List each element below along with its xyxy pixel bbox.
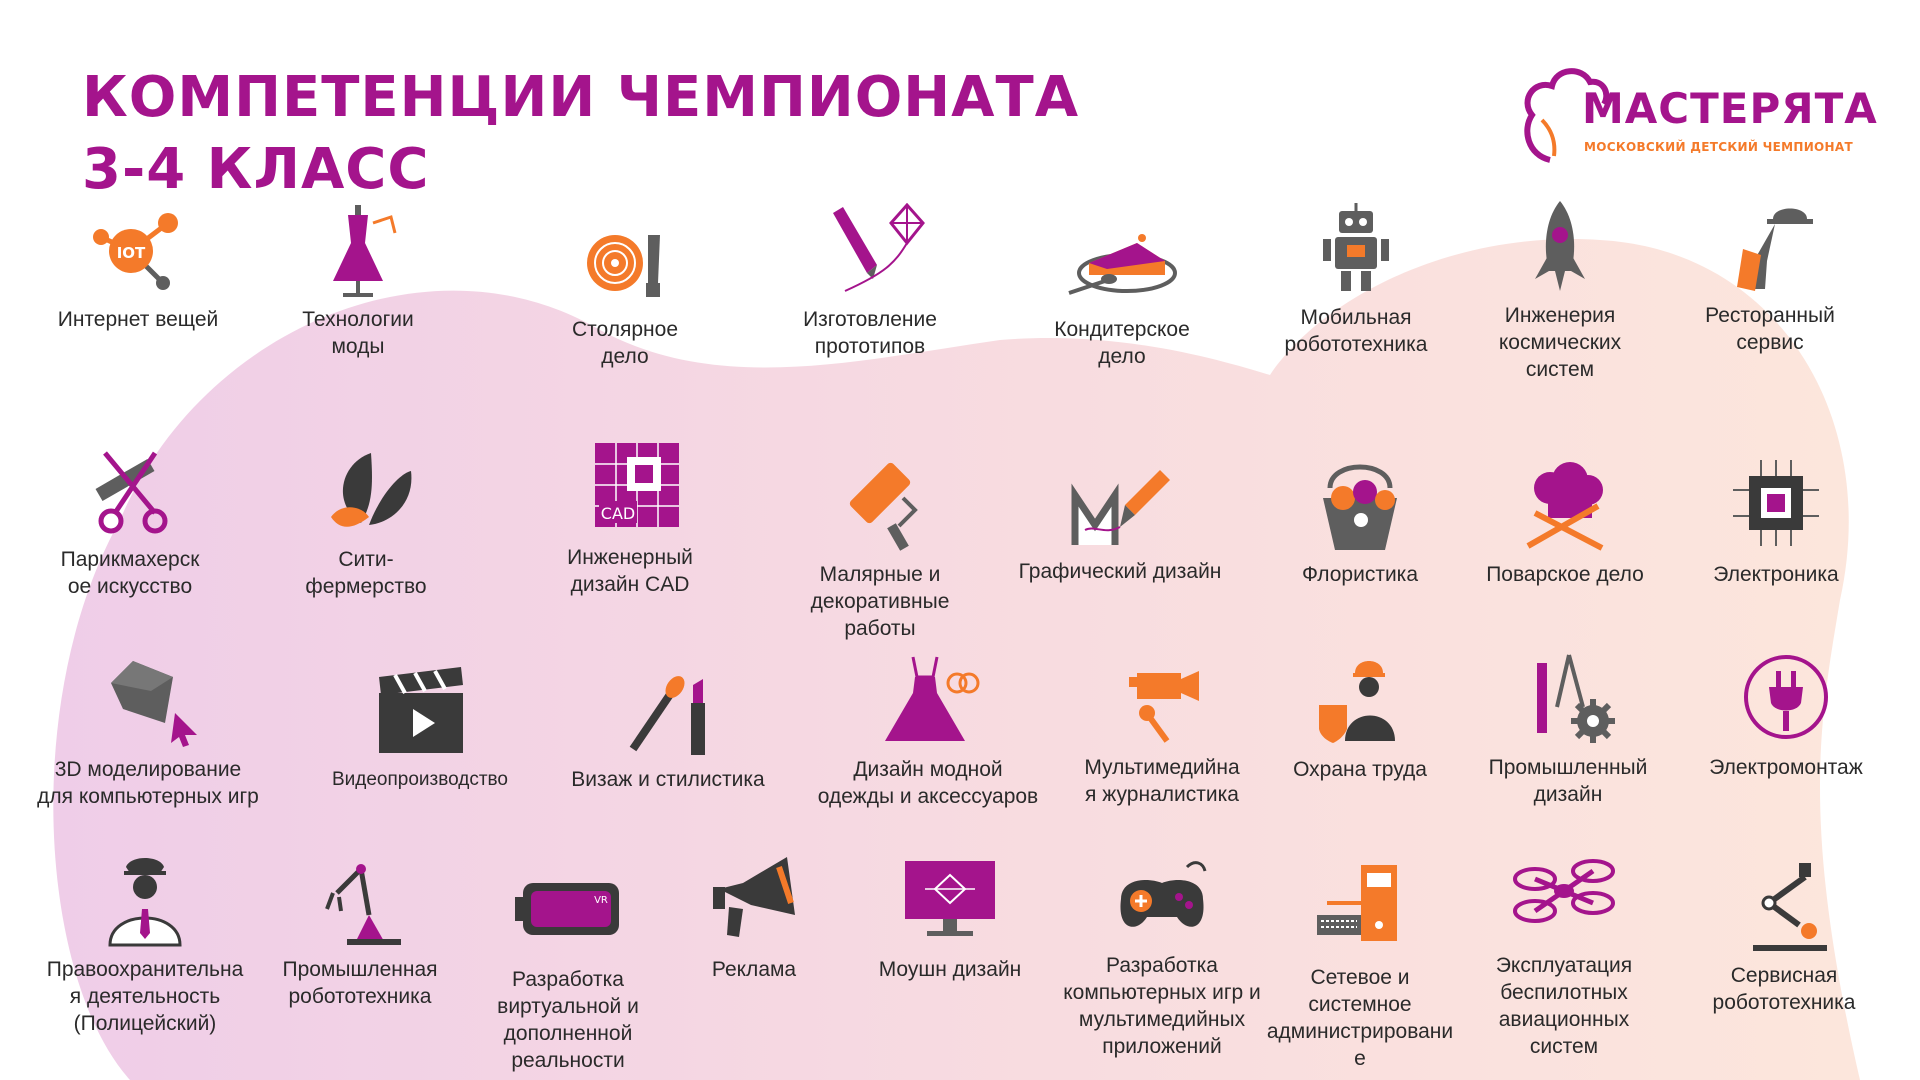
masteryata-logo xyxy=(1520,60,1878,170)
competency-label: Инженерный дизайн CAD xyxy=(567,546,693,596)
competency-law-enforcement xyxy=(25,850,265,1037)
wood-saw-icon xyxy=(565,210,685,310)
competency-3d-modeling xyxy=(28,650,268,810)
monitor-icon xyxy=(890,850,1010,950)
leaves-icon xyxy=(306,440,426,540)
competency-label: Промышленный дизайн xyxy=(1488,756,1648,806)
makeup-icon xyxy=(608,660,728,760)
competency-label: Мобильная робототехника xyxy=(1284,306,1428,356)
competency-label: Видеопроизводство xyxy=(331,769,509,790)
robot-icon xyxy=(1296,198,1416,298)
logo-name: МАСТЕРЯТА xyxy=(1582,84,1878,133)
competency-label: Мультимедийна я журналистика xyxy=(1084,756,1240,806)
gamepad-icon xyxy=(1102,846,1222,946)
rocket-icon xyxy=(1500,196,1620,296)
competency-industrial-robotics xyxy=(240,850,480,1010)
competency-cooking xyxy=(1445,455,1685,588)
drone-icon xyxy=(1504,846,1624,946)
title-line-1: КОМПЕТЕНЦИИ ЧЕМПИОНАТА xyxy=(82,65,1080,130)
competency-label: Разработка компьютерных игр и мультимедийных приложений xyxy=(1063,954,1261,1058)
competency-urban-farming xyxy=(246,440,486,600)
chef-hat-icon xyxy=(1505,455,1625,555)
waiter-cloche-icon xyxy=(1710,196,1830,296)
competency-restaurant-service xyxy=(1650,196,1890,356)
competency-label: Столярное дело xyxy=(571,318,679,368)
megaphone-icon xyxy=(694,850,814,950)
compass-gear-icon xyxy=(1508,648,1628,748)
plug-icon xyxy=(1726,648,1846,748)
cad-icon xyxy=(570,438,690,538)
scissors-comb-icon xyxy=(70,440,190,540)
competency-drones xyxy=(1444,846,1684,1060)
competency-label: Электроника xyxy=(1713,563,1839,586)
competency-label: Визаж и стилистика xyxy=(571,768,765,791)
competency-fashion-design xyxy=(808,650,1048,810)
svg-text:IOT: IOT xyxy=(116,243,146,262)
competency-label: Малярные и декоративные работы xyxy=(810,563,950,640)
competency-electronics xyxy=(1656,455,1896,588)
competency-label: Моушн дизайн xyxy=(878,958,1022,981)
competency-space-engineering xyxy=(1440,196,1680,383)
competency-label: Охрана труда xyxy=(1293,758,1427,781)
competency-label: Эксплуатация беспилотных авиационных систем xyxy=(1495,954,1633,1058)
cube-cursor-icon xyxy=(88,650,208,750)
competency-makeup xyxy=(548,660,788,793)
competency-painting xyxy=(760,455,1000,642)
paint-roller-icon xyxy=(820,455,940,555)
competency-graphic-design xyxy=(1000,452,1240,585)
competency-label: Флористика xyxy=(1301,563,1419,586)
competency-label: 3D моделирование для компьютерных игр xyxy=(37,758,259,808)
page-title xyxy=(82,62,1079,206)
competency-label: Дизайн модной одежды и аксессуаров xyxy=(817,758,1039,808)
competency-label: Реклама xyxy=(711,958,797,981)
competency-cad xyxy=(510,438,750,598)
competency-label: Ресторанный сервис xyxy=(1705,304,1835,354)
competency-iot xyxy=(18,200,258,333)
competency-video-production xyxy=(300,660,540,793)
server-keyboard-icon xyxy=(1300,858,1420,958)
competency-fashion-tech xyxy=(238,200,478,360)
competency-label: Разработка виртуальной и дополненной реальности xyxy=(497,968,639,1072)
svg-text:VR: VR xyxy=(594,894,608,906)
police-officer-icon xyxy=(85,850,205,950)
competency-prototyping xyxy=(750,200,990,360)
competency-electrical-installation xyxy=(1666,648,1906,781)
dress-icon xyxy=(868,650,988,750)
competency-floristry xyxy=(1240,455,1480,588)
service-robot-arm-icon xyxy=(1724,856,1844,956)
vr-headset-icon xyxy=(508,860,628,960)
competency-label: Парикмахерск ое искусство xyxy=(60,548,200,598)
competency-carpentry xyxy=(505,210,745,370)
competency-industrial-design xyxy=(1448,648,1688,808)
dress-mannequin-icon xyxy=(298,200,418,300)
competency-confectionery xyxy=(1002,210,1242,370)
pen-kite-icon xyxy=(810,200,930,300)
competency-label: Сетевое и системное администрировани е xyxy=(1266,966,1454,1070)
pen-nib-icon xyxy=(1060,452,1180,552)
svg-text:CAD: CAD xyxy=(600,503,636,523)
competency-labor-safety xyxy=(1240,650,1480,783)
competency-hairdressing xyxy=(10,440,250,600)
competency-label: Сити- фермерство xyxy=(305,548,427,598)
competency-label: Электромонтаж xyxy=(1709,756,1863,779)
competency-label: Графический дизайн xyxy=(1018,560,1222,583)
competency-label: Инженерия космических систем xyxy=(1498,304,1622,381)
competency-motion-design xyxy=(830,850,1070,983)
clapperboard-icon xyxy=(360,660,480,760)
competency-label: Правоохранительна я деятельность (Полицейский) xyxy=(46,958,244,1035)
competency-label: Промышленная робототехника xyxy=(282,958,438,1008)
flower-basket-icon xyxy=(1300,455,1420,555)
competency-label: Сервисная робототехника xyxy=(1712,964,1856,1014)
competency-label: Интернет вещей xyxy=(57,308,219,331)
cake-icon xyxy=(1062,210,1182,310)
competency-label: Технологии моды xyxy=(302,308,414,358)
competency-label: Кондитерское дело xyxy=(1054,318,1190,368)
worker-helmet-icon xyxy=(1300,650,1420,750)
logo-subtitle: МОСКОВСКИЙ ДЕТСКИЙ ЧЕМПИОНАТ xyxy=(1584,140,1853,154)
camera-mic-icon xyxy=(1102,648,1222,748)
robot-arm-icon xyxy=(300,850,420,950)
chip-icon xyxy=(1716,455,1836,555)
title-line-2: 3-4 КЛАСС xyxy=(82,137,430,202)
competency-label: Изготовление прототипов xyxy=(803,308,937,358)
iot-icon xyxy=(78,200,198,300)
competency-service-robotics xyxy=(1664,856,1904,1016)
competency-label: Поварское дело xyxy=(1486,563,1644,586)
